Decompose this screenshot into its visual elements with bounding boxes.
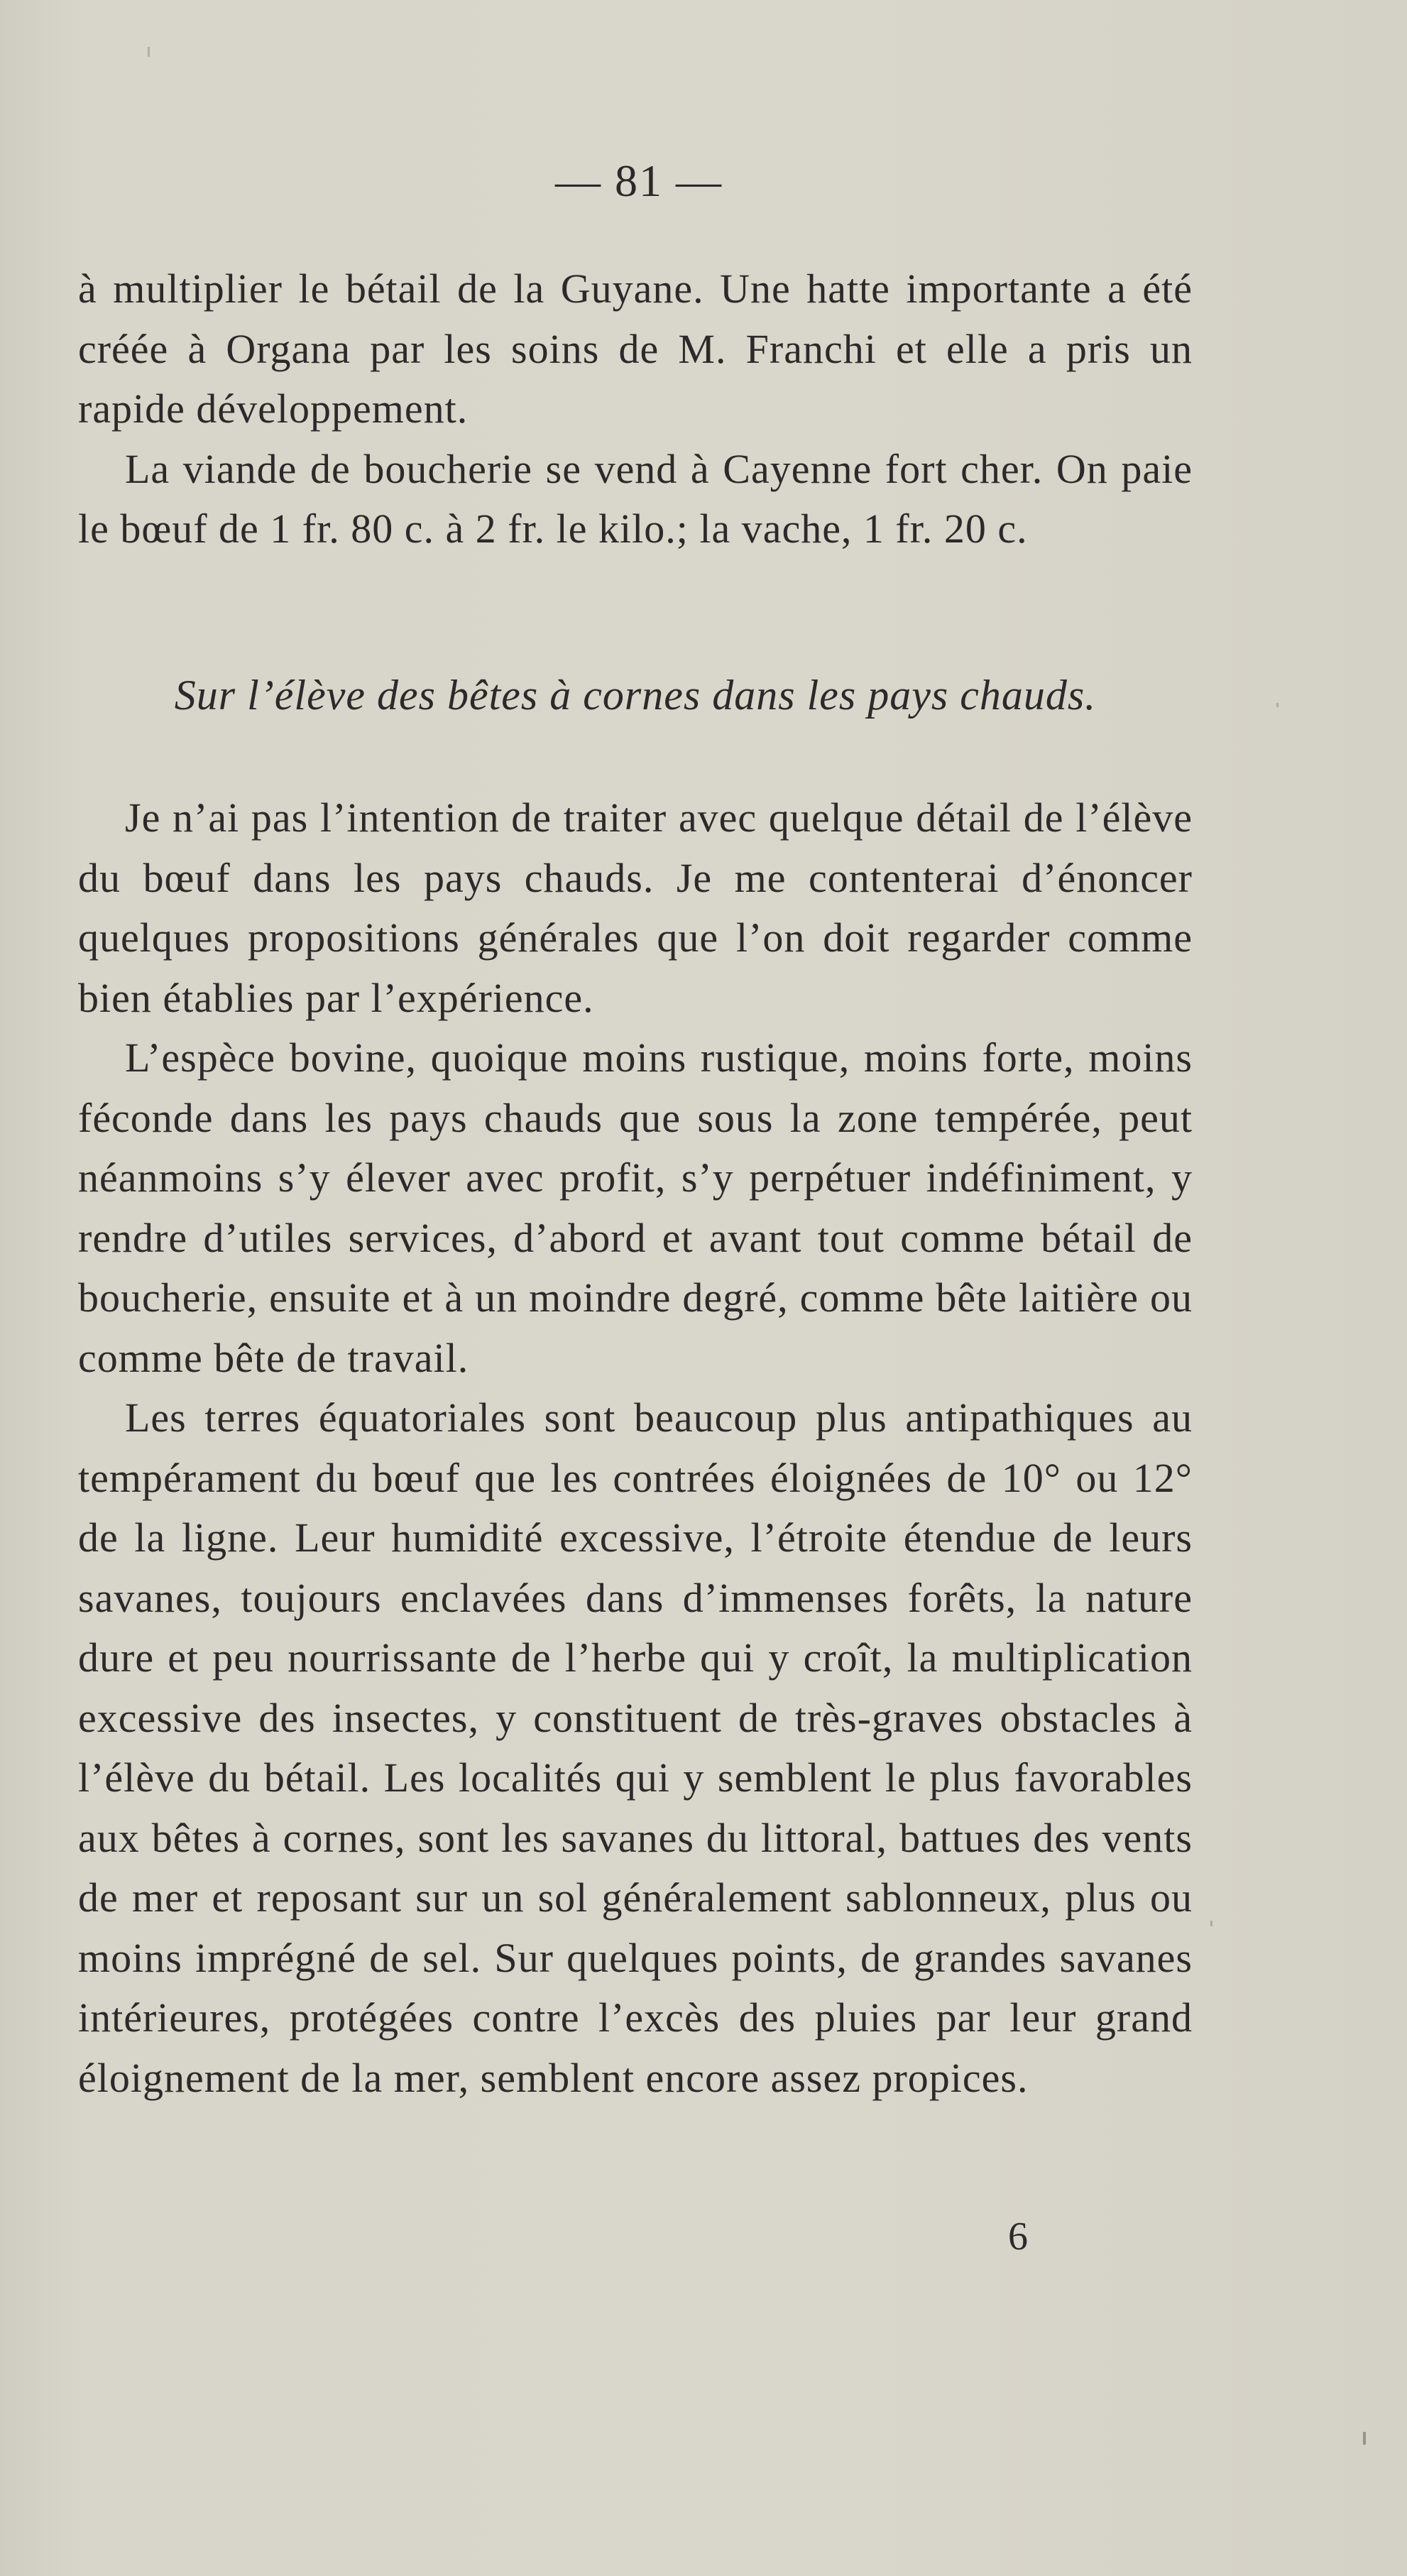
body-text-block	[78, 788, 1193, 2108]
page-number: — 81 —	[555, 155, 723, 206]
paragraph: Je n’ai pas l’intention de traiter avec quelque détail de l’élève du bœuf dans les pays chauds. Je me contenterai d’énoncer quelques propositions générales que l’on doit regarder comme bien établies par l’expérience.	[78, 795, 1193, 1021]
paper-speck	[148, 47, 150, 57]
paragraph: La viande de boucherie se vend à Cayenne fort cher. On paie le bœuf de 1 fr. 80 c. à 2 fr. le kilo.; la vache, 1 fr. 20 c.	[78, 445, 1193, 552]
paragraph: Les terres équatoriales sont beaucoup plus antipathiques au tempérament du bœuf que les contrées éloignées de 10° ou 12° de la ligne. Leur humidité excessive, l’étroite étendue de leurs savanes, toujours enclavées dans d’immenses forêts, la nature dure et peu nourrissante de l’herbe qui y croît, la multiplication excessive des insectes, y constituent de très-graves obstacles à l’élève du bétail. Les localités qui y semblent le plus favorables aux bêtes à cornes, sont les savanes du littoral, battues des vents de mer et reposant sur un sol généralement sablonneux, plus ou moins imprégné de sel. Sur quelques points, de grandes savanes intérieures, protégées contre l’excès des pluies par leur grand éloignement de la mer, semblent encore assez propices.	[78, 1395, 1193, 2101]
intro-text-block	[78, 259, 1193, 560]
paper-speck	[1210, 1921, 1212, 1926]
section-heading: Sur l’élève des bêtes à cornes dans les pays chauds.	[174, 672, 1097, 719]
paper-speck	[1276, 703, 1279, 707]
paragraph: L’espèce bovine, quoique moins rustique, moins forte, moins féconde dans les pays chauds que sous la zone tempérée, peut néanmoins s’y élever avec profit, s’y perpétuer indéfiniment, y rendre d’utiles services, d’abord et avant tout comme bétail de boucherie, ensuite et à un moindre degré, comme bête laitière ou comme bête de travail.	[78, 1035, 1193, 1381]
paragraph: à multiplier le bétail de la Guyane. Une hatte importante a été créée à Organa par les soins de M. Franchi et elle a pris un rapide développement.	[78, 266, 1193, 432]
paper-speck	[1363, 2432, 1366, 2445]
signature-mark: 6	[1008, 2215, 1028, 2259]
